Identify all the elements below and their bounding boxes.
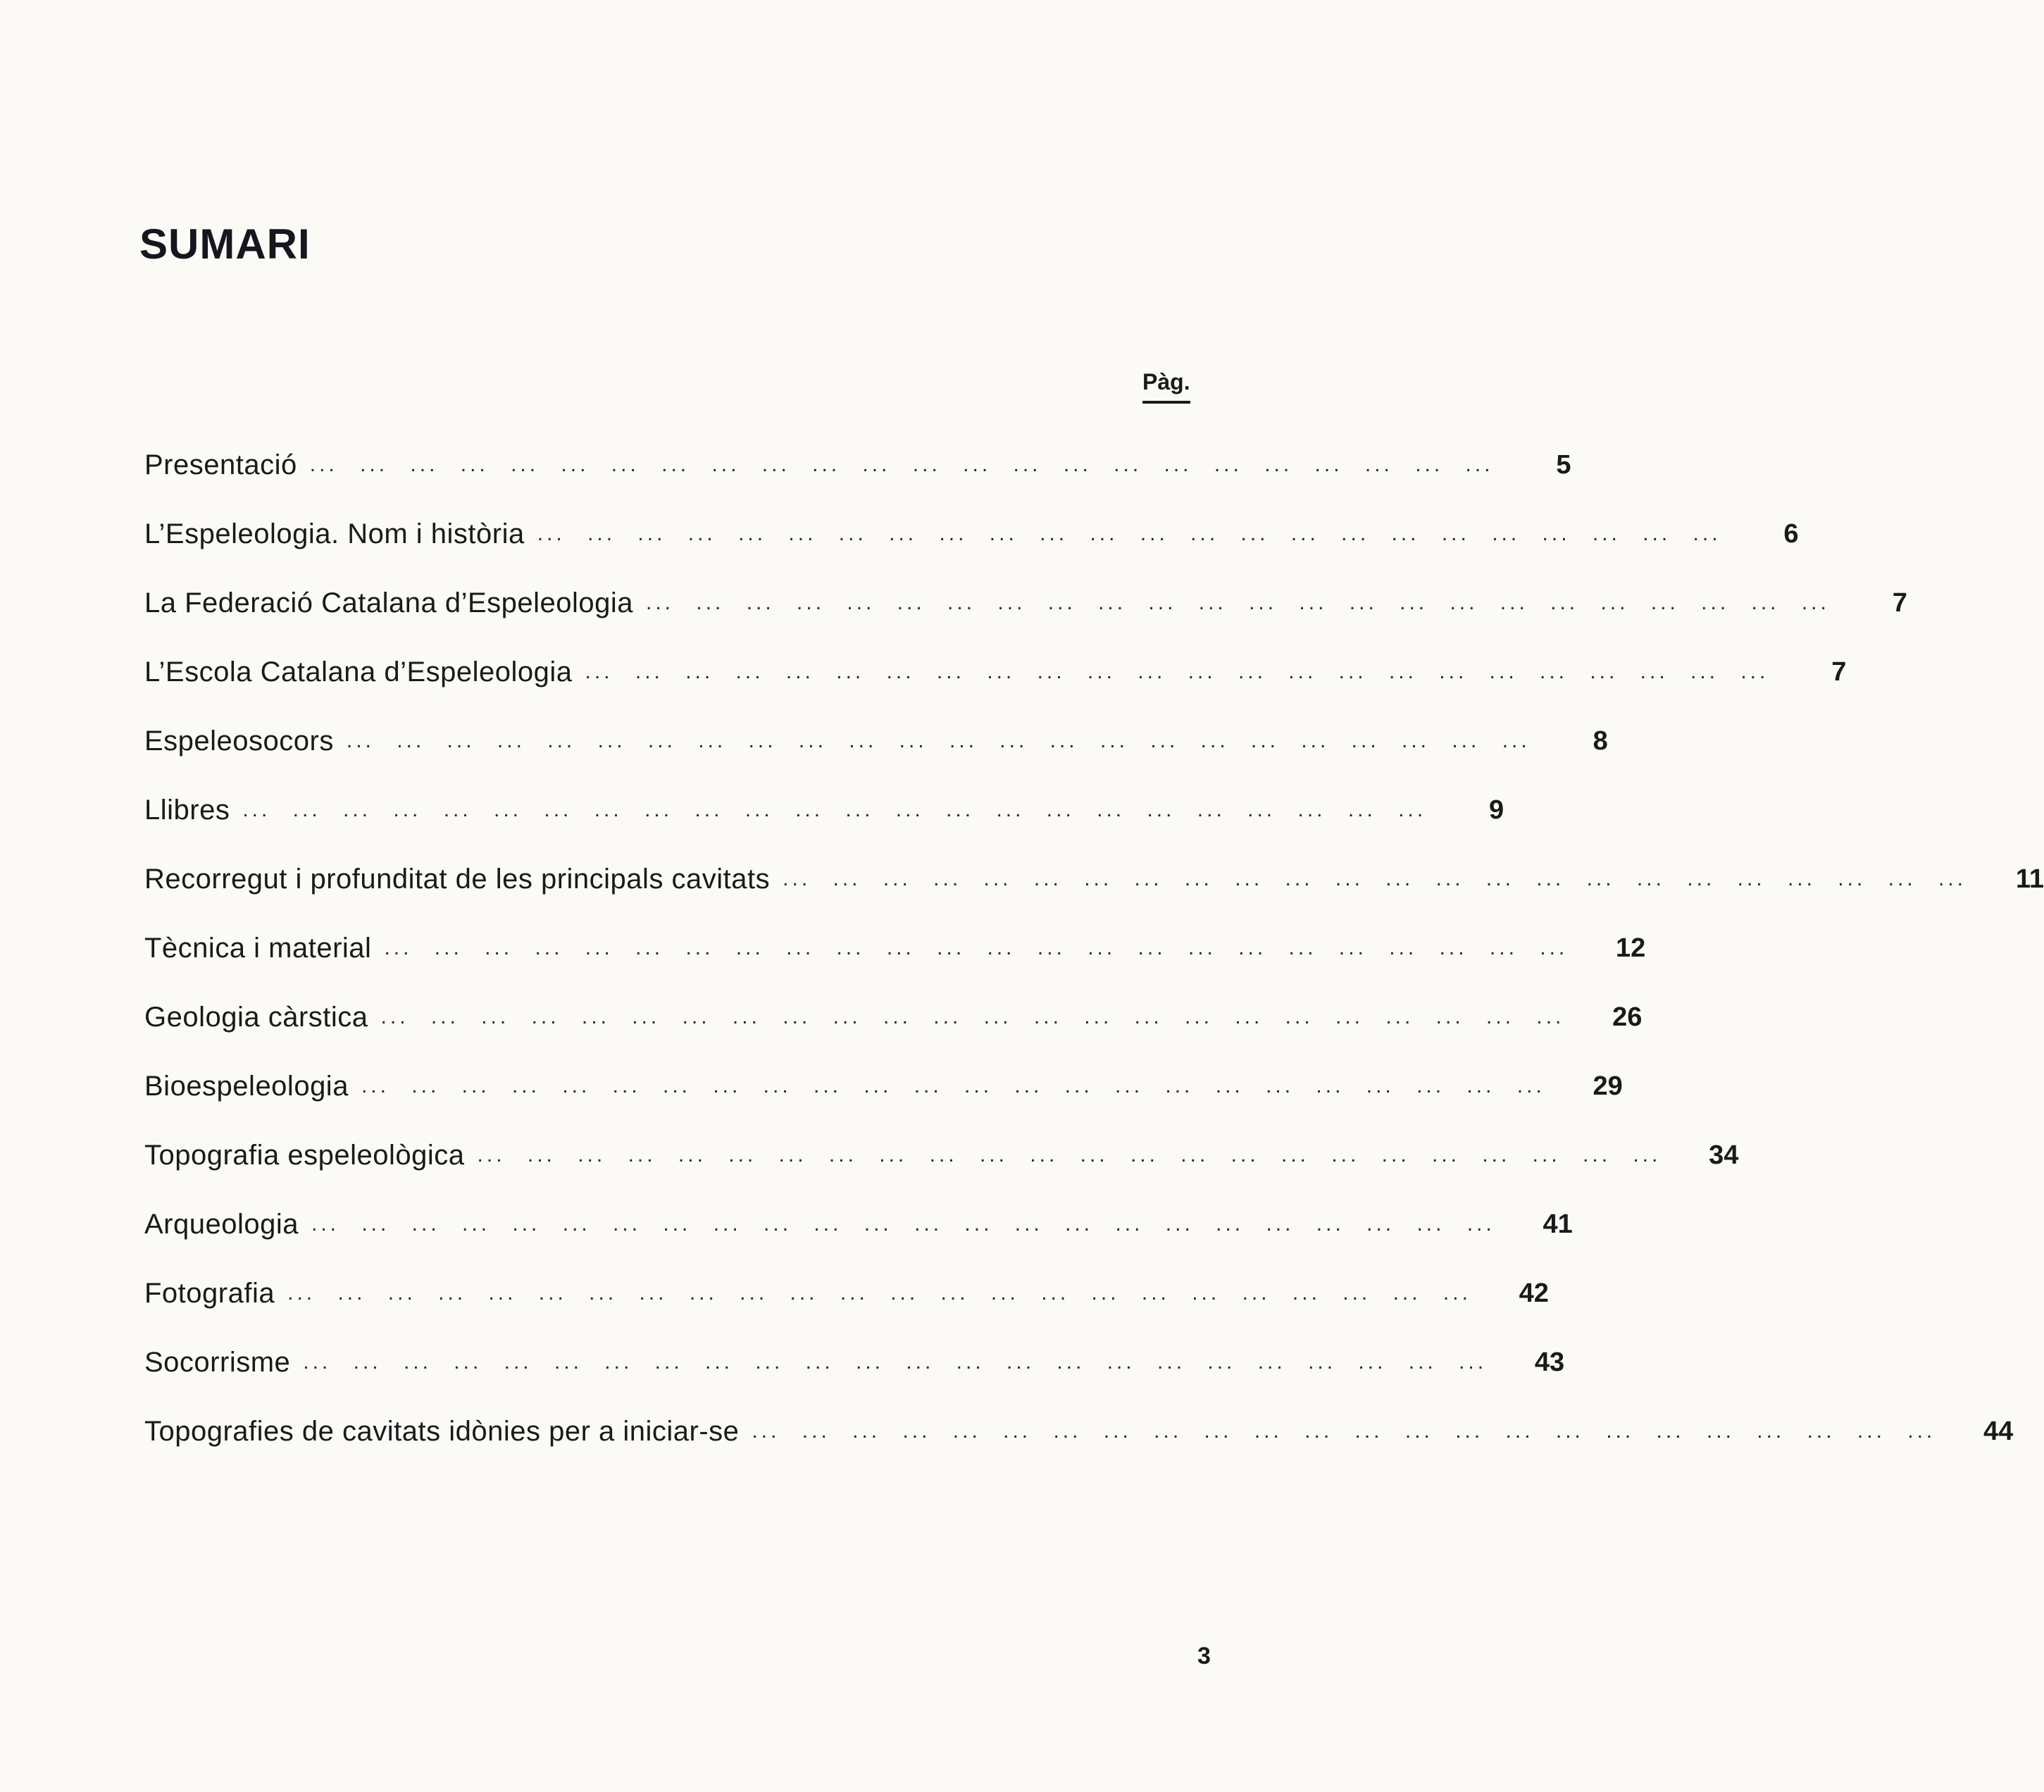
toc-dot-leader: ... ... ... ... ... ... ... ... ... ... ... ... ... ... ... ... ... ... ... ... ... ... ... ... bbox=[384, 936, 1569, 959]
page-title: SUMARI bbox=[139, 220, 311, 268]
toc-dot-leader: ... ... ... ... ... ... ... ... ... ... ... ... ... ... ... ... ... ... ... ... ... ... ... ... bbox=[287, 1281, 1471, 1305]
page-number: 3 bbox=[1197, 1643, 1211, 1669]
toc-entry bbox=[144, 444, 1571, 486]
toc-entry bbox=[144, 1203, 1573, 1245]
toc-entry-label: Tècnica i material bbox=[144, 932, 372, 964]
toc-entry-page: 7 bbox=[1831, 657, 1847, 687]
toc-entry bbox=[144, 1272, 1549, 1314]
toc-entry-page: 9 bbox=[1489, 795, 1504, 825]
toc-entry-page: 29 bbox=[1593, 1071, 1623, 1101]
toc-dot-leader: ... ... ... ... ... ... ... ... ... ... ... ... ... ... ... ... ... ... ... ... ... ... ... ... bbox=[646, 591, 1830, 614]
toc-entry-page: 12 bbox=[1615, 933, 1646, 963]
toc-entry bbox=[144, 513, 1799, 555]
toc-dot-leader: ... ... ... ... ... ... ... ... ... ... ... ... ... ... ... ... ... ... ... ... ... ... ... ... bbox=[752, 1419, 1936, 1443]
toc-entry-page: 11 bbox=[2015, 864, 2044, 894]
toc-entry-label: Presentació bbox=[144, 449, 297, 480]
toc-entry bbox=[144, 1065, 1623, 1107]
toc-entry bbox=[144, 582, 1907, 624]
toc-entry-label: Bioespeleologia bbox=[144, 1070, 349, 1102]
toc-dot-leader: ... ... ... ... ... ... ... ... ... ... ... ... ... ... ... ... ... ... ... ... ... ... ... ... bbox=[783, 867, 1967, 890]
toc-dot-leader: ... ... ... ... ... ... ... ... ... ... ... ... ... ... ... ... ... ... ... ... ... ... ... ... bbox=[361, 1074, 1545, 1097]
toc-entry bbox=[144, 996, 1643, 1038]
toc-dot-leader: ... ... ... ... ... ... ... ... ... ... ... ... ... ... ... ... ... ... ... ... ... ... ... ... bbox=[309, 453, 1494, 476]
toc-entry-label: Socorrisme bbox=[144, 1346, 291, 1378]
page-column-header: Pàg. bbox=[1142, 369, 1190, 404]
toc-entry-label: Recorregut i profunditat de les principals cavitats bbox=[144, 863, 771, 895]
toc-entry bbox=[144, 1410, 2014, 1452]
toc-dot-leader: ... ... ... ... ... ... ... ... ... ... ... ... ... ... ... ... ... ... ... ... ... ... ... ... bbox=[585, 660, 1769, 683]
toc-entry bbox=[144, 1134, 1739, 1176]
toc-entry-page: 26 bbox=[1612, 1002, 1643, 1032]
toc-dot-leader: ... ... ... ... ... ... ... ... ... ... ... ... ... ... ... ... ... ... ... ... ... ... ... ... bbox=[380, 1005, 1565, 1028]
toc-entry-label: La Federació Catalana d’Espeleologia bbox=[144, 587, 634, 618]
toc-entry-page: 42 bbox=[1519, 1278, 1549, 1308]
toc-entry bbox=[144, 1341, 1565, 1383]
toc-dot-leader: ... ... ... ... ... ... ... ... ... ... ... ... ... ... ... ... ... ... ... ... ... ... ... ... bbox=[346, 729, 1531, 752]
toc-entry-page: 34 bbox=[1709, 1140, 1739, 1170]
toc-dot-leader: ... ... ... ... ... ... ... ... ... ... ... ... ... ... ... ... ... ... ... ... ... ... ... ... bbox=[242, 798, 1427, 821]
toc-entry-label: Geologia càrstica bbox=[144, 1001, 368, 1033]
toc-entry bbox=[144, 927, 1646, 969]
toc-entry-label: Fotografia bbox=[144, 1277, 275, 1309]
toc-entry-label: Topografia espeleològica bbox=[144, 1139, 465, 1171]
toc-entry-label: Llibres bbox=[144, 794, 230, 826]
toc-entry-page: 5 bbox=[1556, 449, 1571, 480]
toc-entry bbox=[144, 651, 1847, 693]
toc-entry bbox=[144, 720, 1608, 762]
toc-dot-leader: ... ... ... ... ... ... ... ... ... ... ... ... ... ... ... ... ... ... ... ... ... ... ... ... bbox=[303, 1350, 1488, 1374]
toc-entry-label: Arqueologia bbox=[144, 1208, 299, 1240]
toc-entry bbox=[144, 789, 1504, 831]
toc-entry bbox=[144, 858, 2044, 900]
toc-entry-label: L’Espeleologia. Nom i història bbox=[144, 518, 525, 549]
toc-entry-page: 6 bbox=[1783, 518, 1799, 549]
toc-dot-leader: ... ... ... ... ... ... ... ... ... ... ... ... ... ... ... ... ... ... ... ... ... ... ... ... bbox=[537, 522, 1721, 545]
toc-entry-label: Espeleosocors bbox=[144, 725, 334, 757]
toc-entry-page: 7 bbox=[1892, 587, 1907, 618]
toc-entry-page: 43 bbox=[1534, 1347, 1565, 1377]
toc-dot-leader: ... ... ... ... ... ... ... ... ... ... ... ... ... ... ... ... ... ... ... ... ... ... ... ... bbox=[311, 1212, 1495, 1236]
toc-entry-page: 41 bbox=[1543, 1209, 1573, 1239]
toc-entry-label: Topografies de cavitats idònies per a iniciar-se bbox=[144, 1415, 740, 1447]
toc-dot-leader: ... ... ... ... ... ... ... ... ... ... ... ... ... ... ... ... ... ... ... ... ... ... ... ... bbox=[477, 1143, 1662, 1166]
toc-entry-label: L’Escola Catalana d’Espeleologia bbox=[144, 656, 573, 687]
toc-entry-page: 44 bbox=[1983, 1416, 2014, 1446]
toc-entry-page: 8 bbox=[1593, 726, 1608, 756]
